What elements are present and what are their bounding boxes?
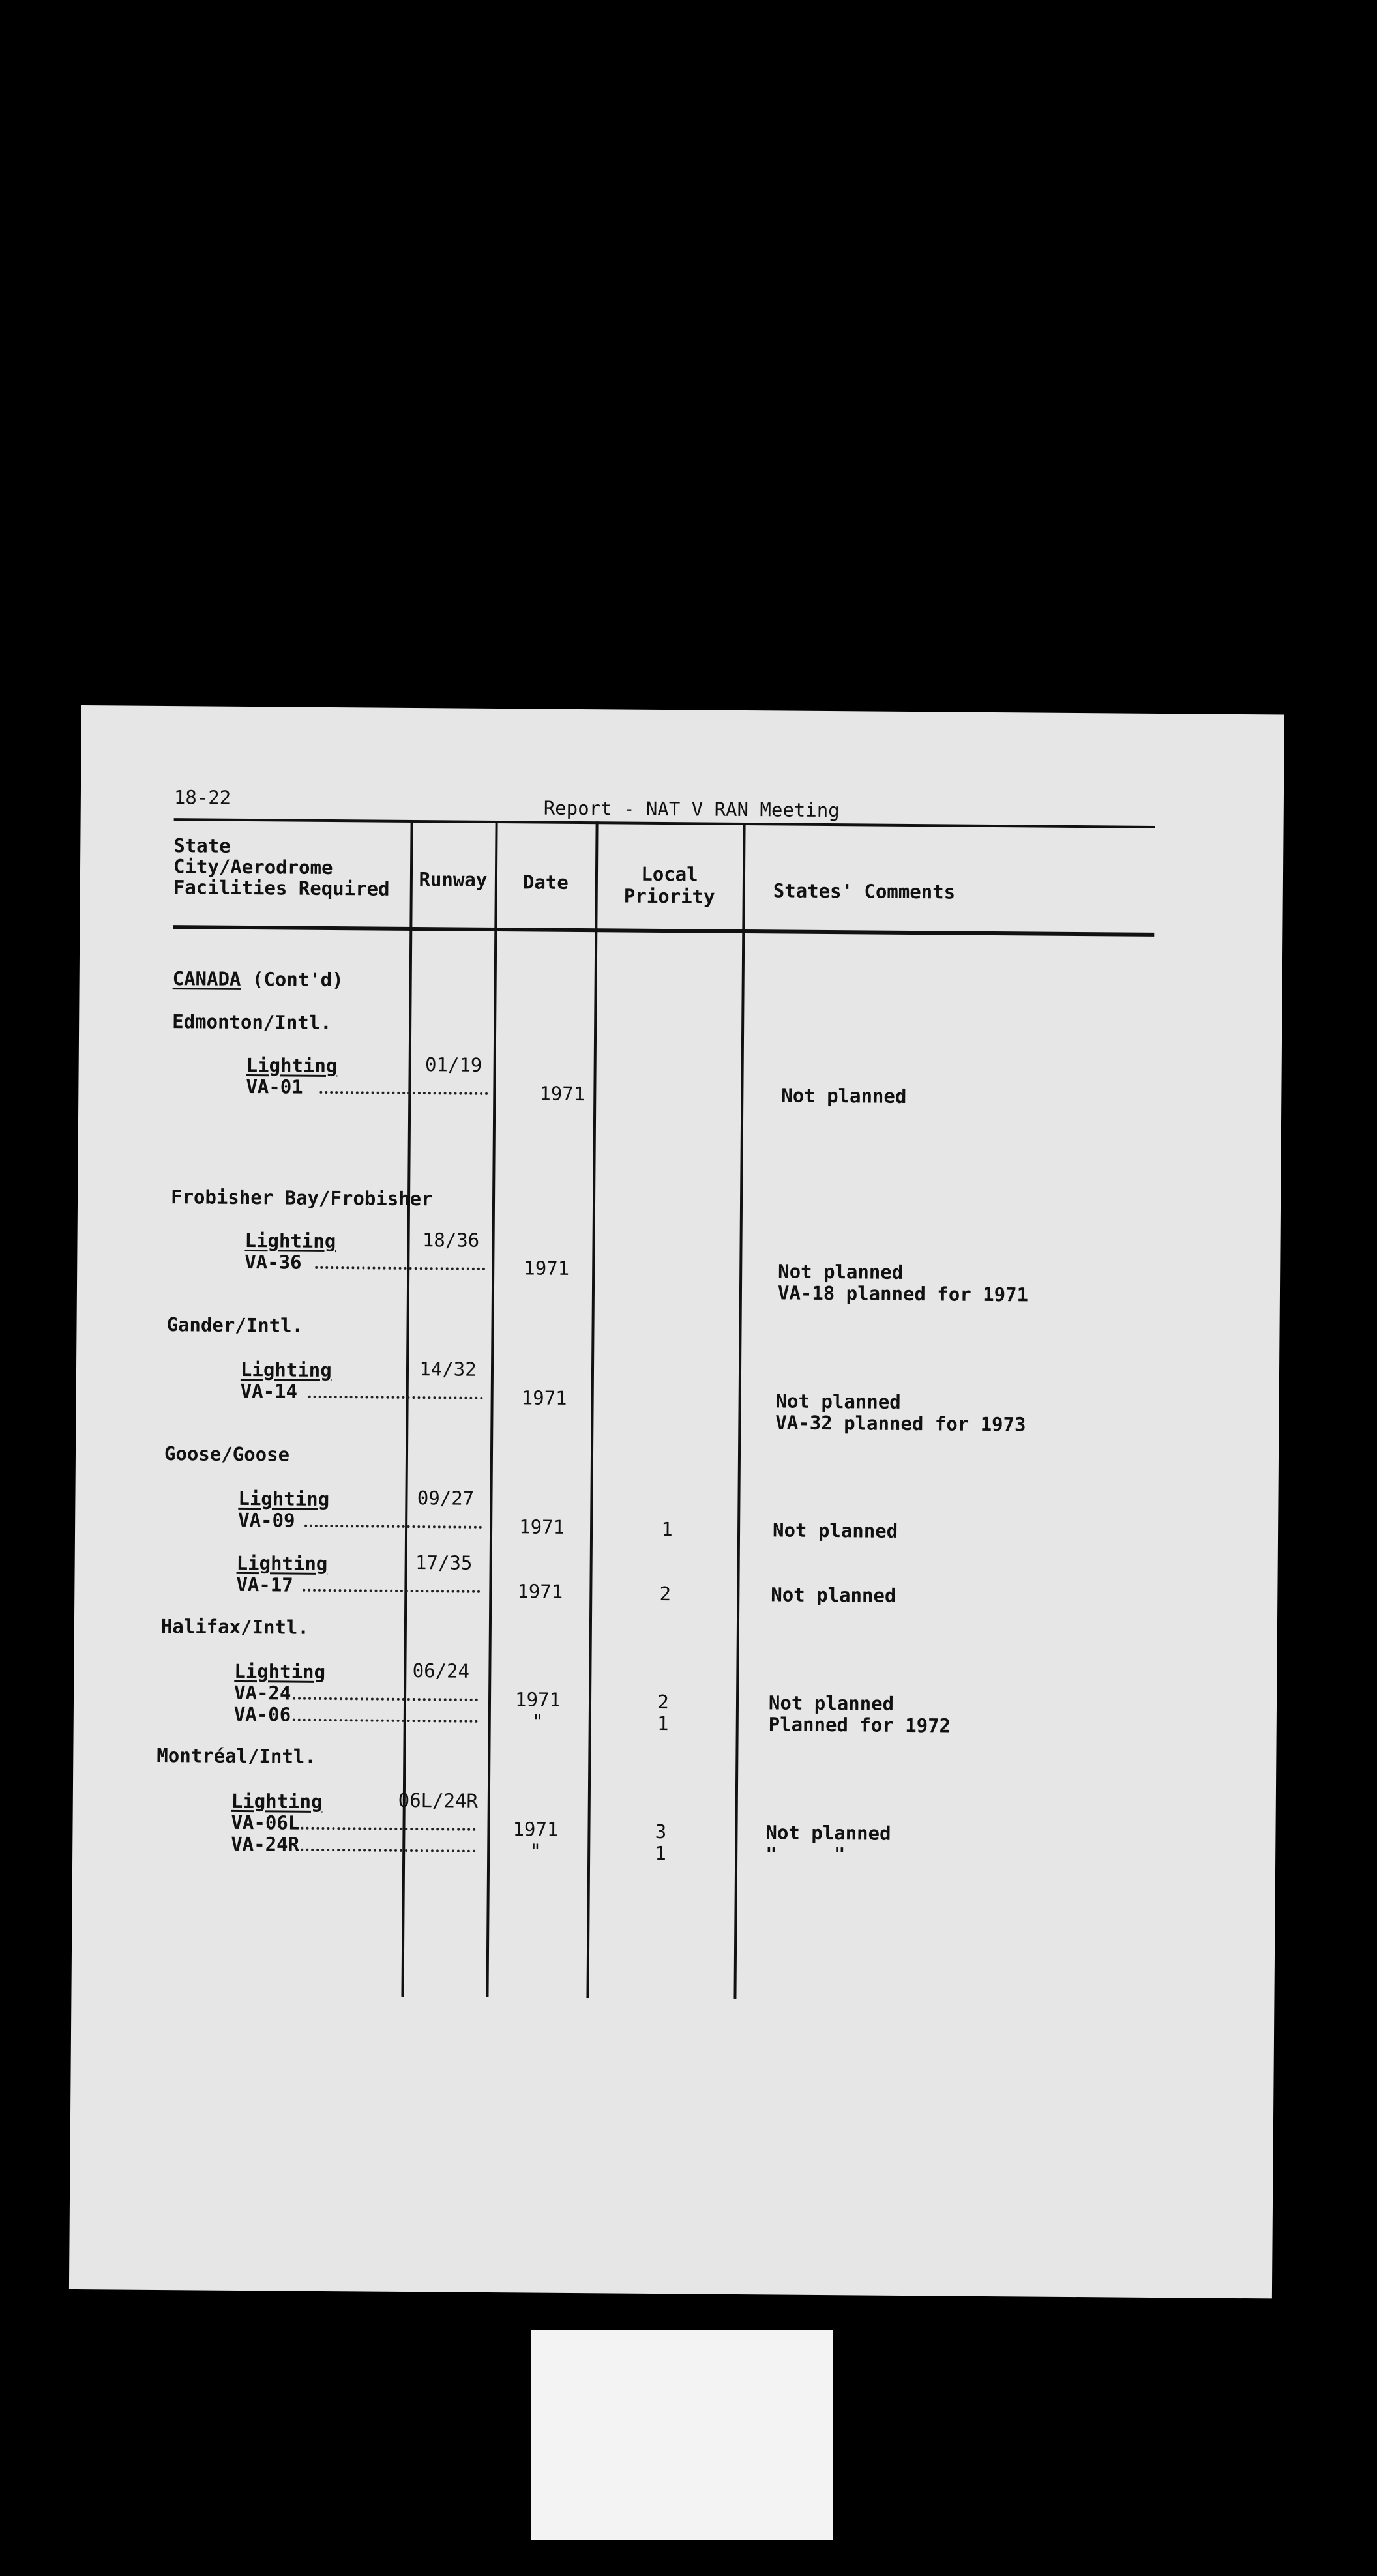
comment-text: Planned for 1972 (768, 1713, 951, 1737)
comment-text-2: VA-18 planned for 1971 (777, 1281, 1029, 1306)
city-halifax: Halifax/Intl. (160, 1615, 310, 1639)
date-value: 1971 (539, 1082, 585, 1105)
facility-code: VA-06 (233, 1703, 291, 1726)
dot-leader (301, 1827, 475, 1831)
runway-value: 06/24 (412, 1660, 470, 1682)
city-frobisher: Frobisher Bay/Frobisher (170, 1186, 433, 1210)
dot-leader (293, 1697, 478, 1701)
facility-heading: Lighting (234, 1660, 326, 1683)
page-number: 18-22 (173, 786, 231, 809)
facility-code: VA-24R (231, 1832, 300, 1856)
dot-leader (301, 1849, 475, 1852)
date-value: 1971 (519, 1515, 565, 1538)
comment-text: Not planned (781, 1084, 907, 1107)
comment-text: " " (765, 1843, 846, 1866)
dot-leader (315, 1266, 485, 1270)
facility-code: VA-01 (246, 1076, 303, 1098)
dot-leader (308, 1396, 483, 1399)
facility-code: VA-24 (233, 1681, 291, 1705)
priority-value: 1 (657, 1712, 669, 1735)
comment-text: Not planned (771, 1583, 896, 1607)
priority-value: 1 (655, 1841, 667, 1865)
document-page (69, 705, 1284, 2298)
city-gander: Gander/Intl. (166, 1313, 304, 1337)
column-divider-runway (401, 820, 413, 1997)
facility-code: VA-06L (231, 1811, 300, 1834)
city-montreal: Montréal/Intl. (156, 1744, 316, 1768)
dot-leader (293, 1719, 478, 1723)
column-divider-comments (733, 823, 745, 1999)
runway-value: 17/35 (415, 1551, 473, 1574)
facility-heading: Lighting (231, 1789, 323, 1813)
column-divider-date (486, 821, 497, 1997)
col-head-city: City/Aerodrome (173, 855, 333, 879)
col-head-priority: Priority (623, 885, 715, 908)
col-head-date: Date (522, 871, 569, 894)
comment-text: Not planned (772, 1519, 898, 1542)
date-value: " (531, 1710, 544, 1733)
facility-code: VA-17 (236, 1573, 293, 1596)
date-value: 1971 (517, 1580, 563, 1603)
facility-heading: Lighting (246, 1054, 338, 1077)
table-header-rule (173, 925, 1154, 937)
runway-value: 18/36 (422, 1229, 480, 1251)
col-head-facilities: Facilities Required (173, 876, 390, 900)
column-divider-priority (586, 821, 598, 1998)
comment-text: Not planned (775, 1390, 901, 1413)
priority-value: 1 (661, 1518, 673, 1541)
col-head-state: State (173, 834, 231, 857)
col-head-comments: States' Comments (773, 879, 956, 903)
runway-value: 06L/24R (398, 1789, 479, 1812)
city-edmonton: Edmonton/Intl. (172, 1010, 332, 1034)
facility-heading: Lighting (244, 1229, 336, 1253)
state-label: CANADA (172, 967, 241, 990)
priority-value: 2 (659, 1583, 672, 1605)
date-value: " (529, 1839, 542, 1862)
date-value: 1971 (512, 1818, 559, 1841)
priority-value: 2 (657, 1690, 669, 1714)
col-head-runway: Runway (419, 868, 488, 891)
date-value: 1971 (521, 1386, 567, 1409)
dot-leader (303, 1589, 480, 1593)
city-goose: Goose/Goose (164, 1442, 290, 1466)
report-title: Report - NAT V RAN Meeting (543, 797, 840, 822)
facility-heading: Lighting (238, 1487, 330, 1511)
facility-heading: Lighting (240, 1358, 332, 1382)
comment-text-2: VA-32 planned for 1973 (775, 1411, 1026, 1436)
priority-value: 3 (655, 1820, 667, 1843)
dot-leader (304, 1525, 482, 1529)
runway-value: 09/27 (417, 1487, 475, 1510)
comment-text: Not planned (765, 1821, 891, 1845)
comment-text: Not planned (768, 1691, 895, 1715)
state-name (173, 969, 344, 989)
state-suffix: (Cont'd) (252, 968, 344, 991)
facility-heading: Lighting (236, 1551, 328, 1575)
col-head-local: Local (641, 862, 698, 886)
date-value: 1971 (524, 1257, 570, 1280)
facility-code: VA-09 (238, 1508, 295, 1532)
runway-value: 14/32 (419, 1358, 477, 1381)
comment-text: Not planned (778, 1260, 904, 1283)
blank-card (531, 2330, 833, 2540)
dot-leader (319, 1091, 488, 1095)
facility-code: VA-14 (240, 1379, 298, 1403)
runway-value: 01/19 (424, 1053, 482, 1076)
facility-code: VA-36 (244, 1250, 302, 1274)
date-value: 1971 (514, 1688, 561, 1711)
